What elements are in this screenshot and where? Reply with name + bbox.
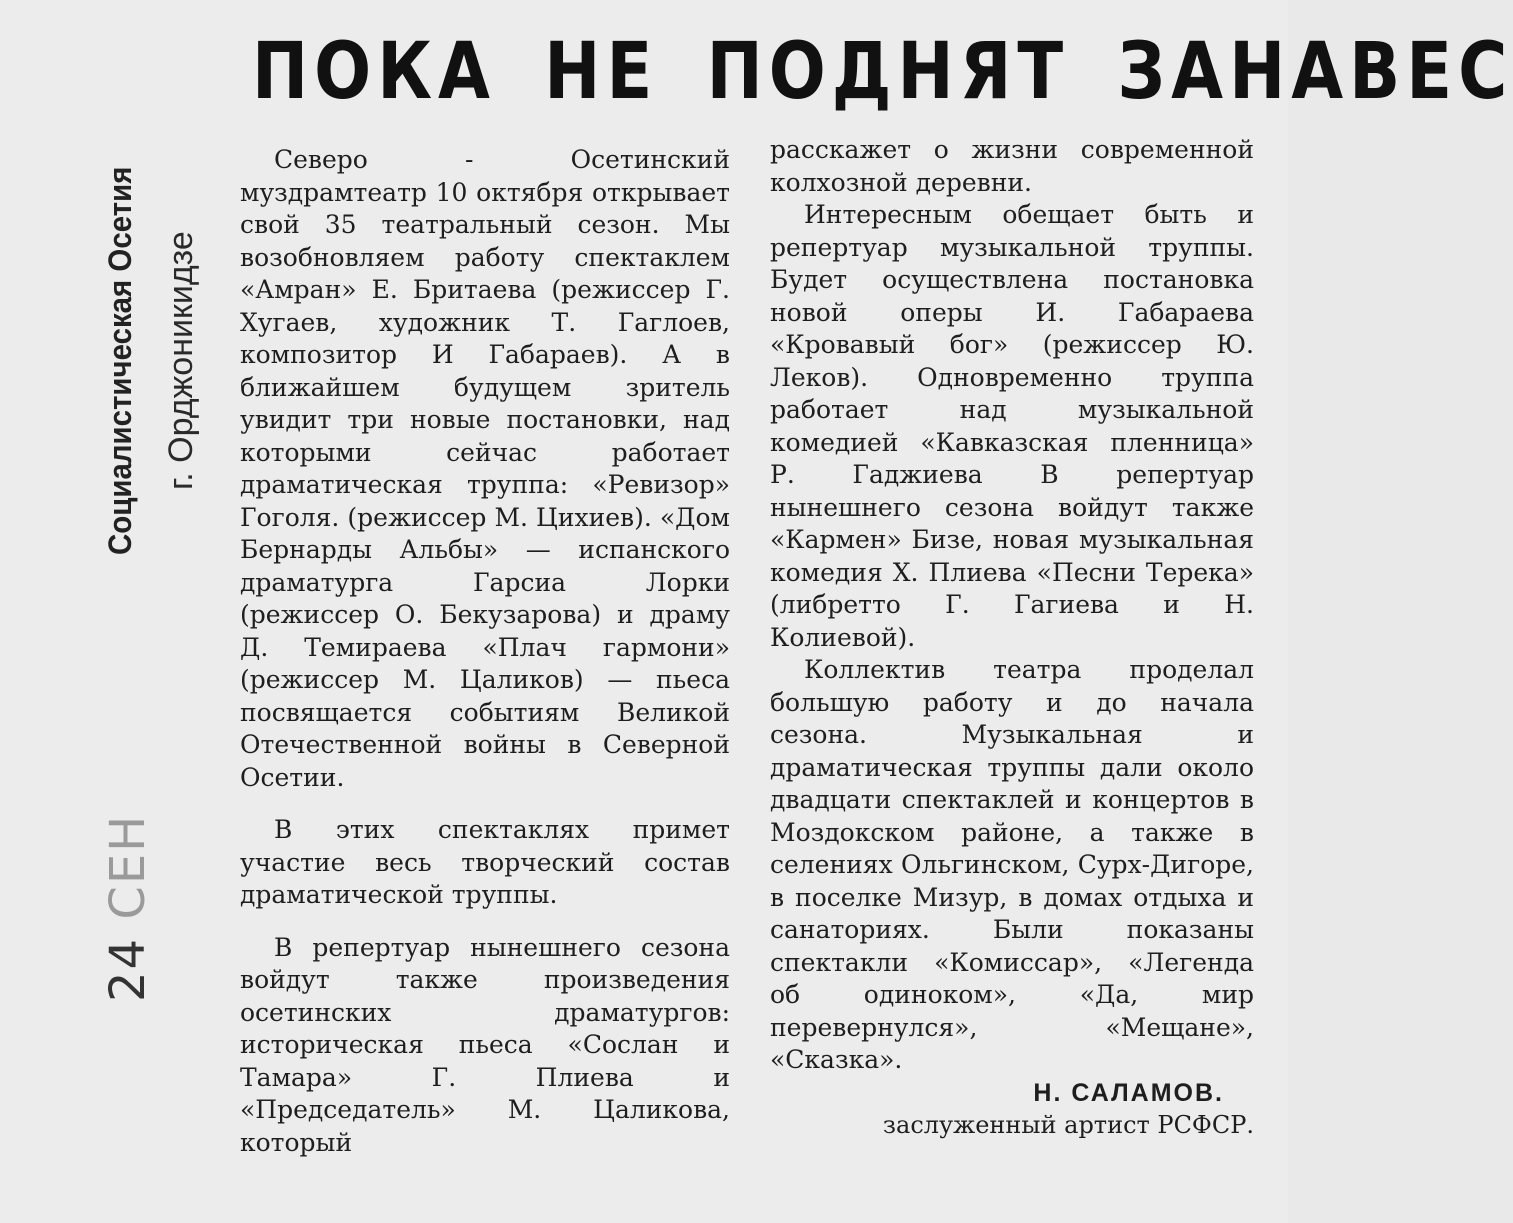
date-stamp-month: СЕН	[100, 813, 156, 920]
article-column-left	[240, 144, 730, 1159]
article-paragraph: Северо - Осетинский муздрамтеатр 10 октября открывает свой 35 театральный сезон. Мы возобновляем работу спектаклем «Амран» Е. Бритаева (режиссер Г. Хугаев, художник Т. Гаглоев, композитор И Габараев). А в ближайшем будущем зритель увидит три новые постановки, над которыми сейчас работает драматическая труппа: «Ревизор» Гоголя. (режиссер М. Цихиев). «Дом Бернарды Альбы» — испанского драматурга Гарсиа Лорки (режиссер О. Бекузарова) и драму Д. Темираева «Плач гармони» (режиссер М. Цаликов) — пьеса посвящается событиям Великой Отечественной войны в Северной Осетии.	[240, 145, 730, 792]
article-paragraph: В репертуар нынешнего сезона войдут также произведения осетинских драматургов: историческая пьеса «Сослан и Тамара» Г. Плиева и «Председатель» М. Цаликова, который	[240, 932, 730, 1157]
article-author: Н. САЛАМОВ.	[1033, 1078, 1224, 1107]
date-stamp-day: 24	[100, 936, 156, 1002]
article-paragraph: Интересным обещает быть и репертуар музыкальной труппы. Будет осуществлена постановка новой оперы И. Габараева «Кровавый бог» (режиссер Ю. Леков). Одновременно труппа работает над музыкальной комедией «Кавказская пленница» Р. Гаджиева В репертуар нынешнего сезона войдут также «Кармен» Бизе, новая музыкальная комедия Х. Плиева «Песни Терека» (либретто Г. Гагиева и Н. Колиевой).	[770, 200, 1254, 652]
article-paragraph: расскажет о жизни современной колхозной деревни.	[770, 135, 1254, 197]
article-column-right	[770, 134, 1254, 1142]
newspaper-name: Социалистическая Осетия	[102, 166, 138, 555]
article-paragraph: В этих спектаклях примет участие весь творческий состав драматической труппы.	[240, 815, 730, 909]
article-paragraph: Коллектив театра проделал большую работу и до начала сезона. Музыкальная и драматическая труппы дали около двадцати спектаклей и концертов в Моздокском районе, а также в селениях Ольгинском, Сурх-Дигоре, в поселке Мизур, в домах отдыха и санаториях. Были показаны спектакли «Комиссар», «Легенда об одиноком», «Да, мир перевернулся», «Мещане», «Сказка».	[770, 655, 1254, 1074]
date-stamp	[100, 814, 156, 1002]
newspaper-city: г. Орджоникидзе	[162, 231, 200, 490]
article-headline: ПОКА НЕ ПОДНЯТ ЗАНАВЕС	[252, 27, 1513, 117]
article-author-title: заслуженный артист РСФСР.	[882, 1111, 1254, 1139]
